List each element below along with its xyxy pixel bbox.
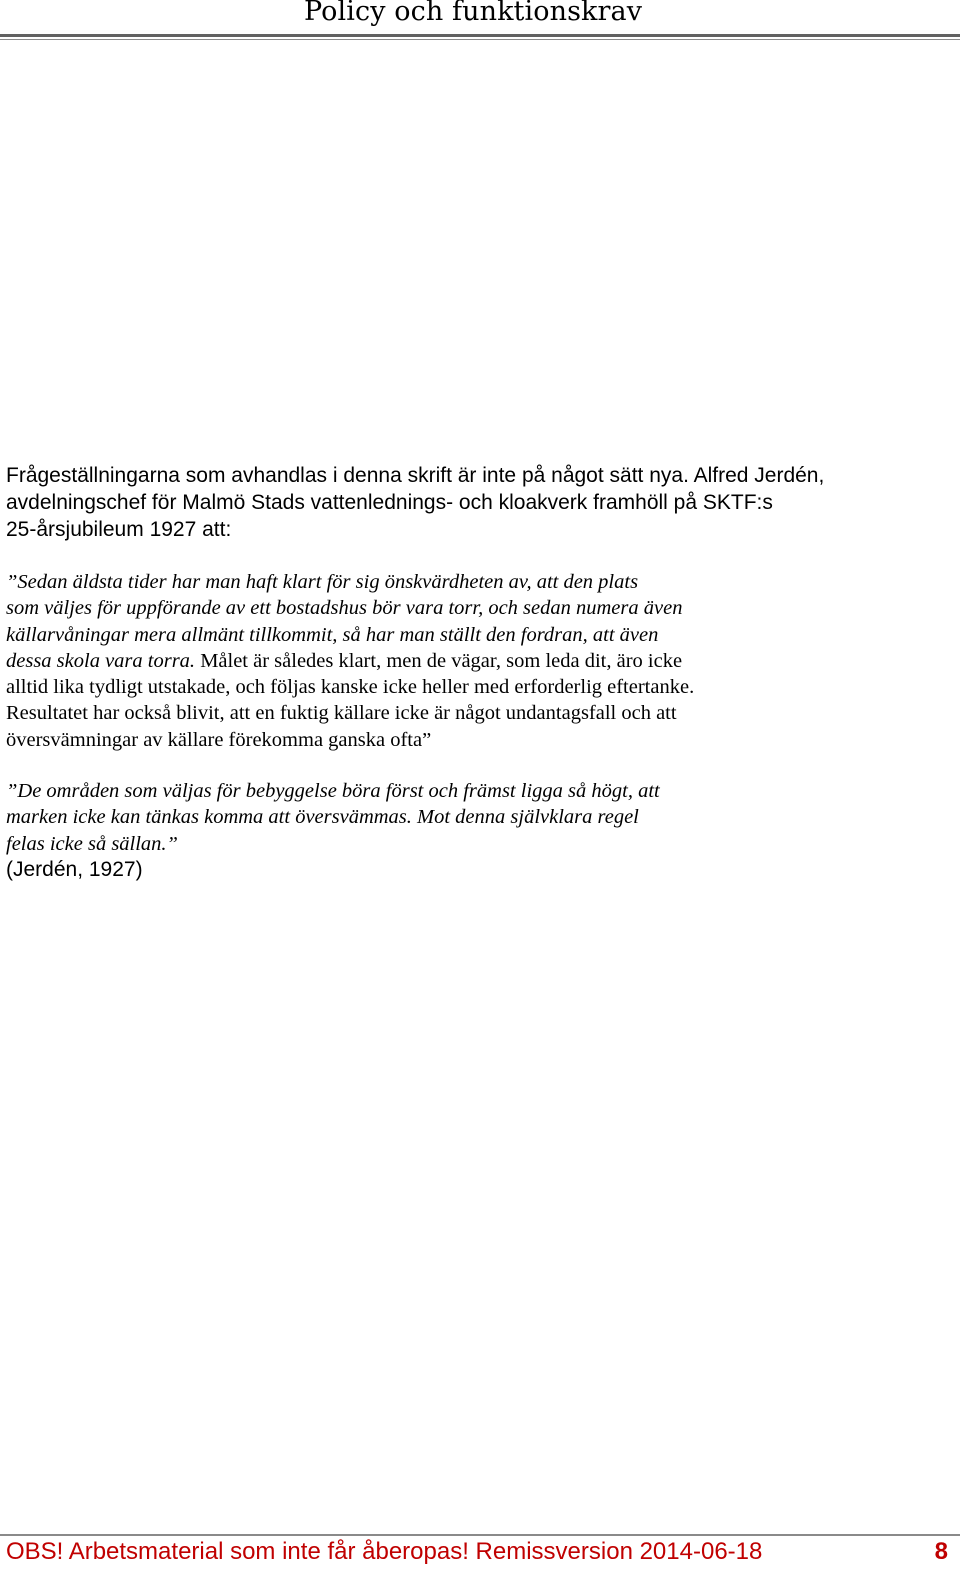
quote-1-italic-text: ”Sedan äldsta tider har man haft klart för sig önskvärdheten av, att den plats som väljes för uppförande av ett bostadshus bör vara torr, och sedan numera även källarvåningar mera allmänt tillkommit, så har man ställt den fordran, att även dessa skola vara torra.	[6, 571, 683, 672]
document-body	[6, 462, 956, 883]
page-number: 8	[934, 1538, 948, 1565]
quote-paragraph-2: ”De områden som väljas för bebyggelse böra först och främst ligga så högt, att marken icke kan tänkas komma att översvämmas. Mot denna självklara regel felas icke så sällan.”	[6, 780, 660, 855]
quote-paragraph-1	[6, 569, 956, 753]
header-rule-thin	[0, 39, 960, 40]
footer-rule	[0, 1534, 960, 1536]
page-footer	[0, 1527, 960, 1584]
citation: (Jerdén, 1927)	[6, 857, 143, 881]
header-rule-thick	[0, 34, 960, 37]
page-header	[0, 0, 960, 40]
quote-1-upright-text: Målet är således klart, men de vägar, som leda dit, äro icke alltid lika tydligt utstakade, och följas kanske icke heller med erforderlig eftertanke. Resultatet har också blivit, att en fuktig källare icke är något undantagsfall och att översvämningar av källare förekomma ganska ofta”	[6, 649, 695, 751]
header-title: Policy och funktionskrav	[304, 0, 643, 27]
footer-notice: OBS! Arbetsmaterial som inte får åberopas! Remissversion 2014-06-18	[6, 1538, 763, 1565]
intro-paragraph: Frågeställningarna som avhandlas i denna skrift är inte på något sätt nya. Alfred Jerdén, avdelningschef för Malmö Stads vattenlednings- och kloakverk framhöll på SKTF:s 25-årsjubileum 1927 att:	[6, 464, 825, 541]
